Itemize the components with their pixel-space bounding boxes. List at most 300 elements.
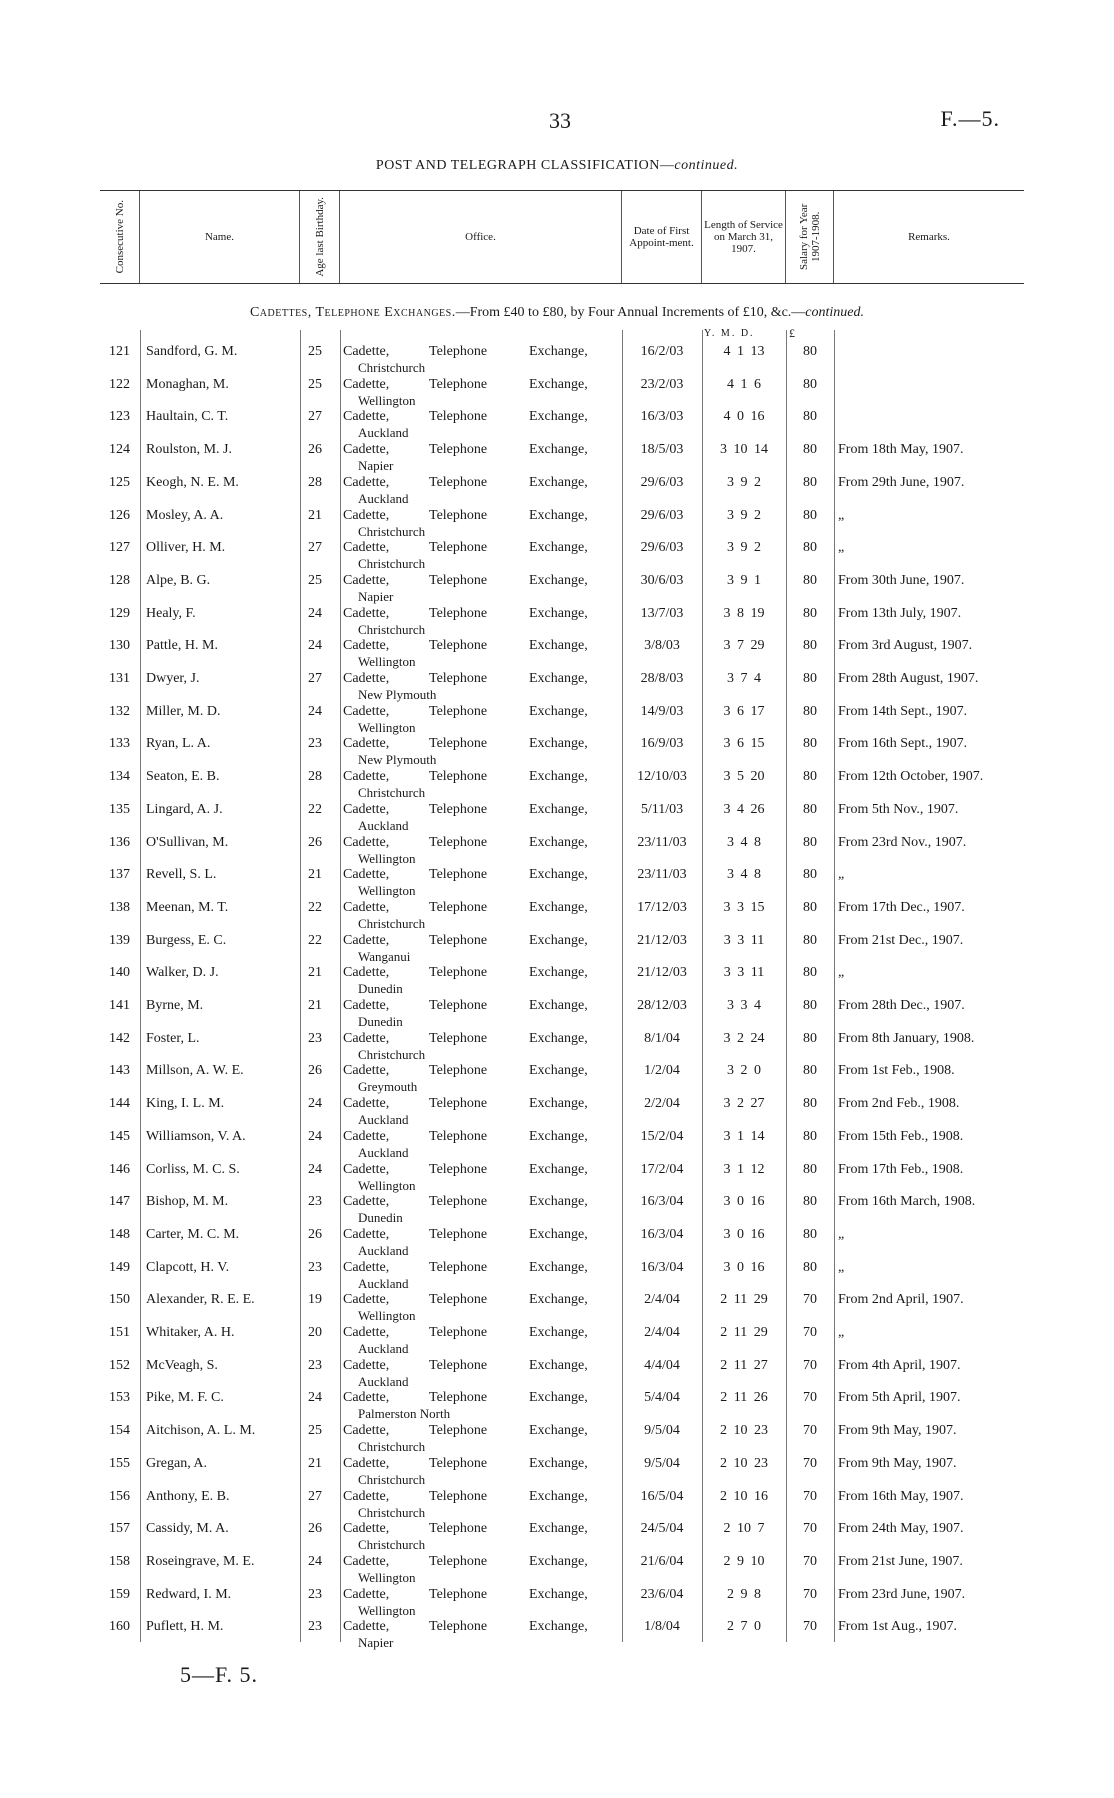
table-row xyxy=(100,1158,1024,1191)
office-prefix-word: Telephone xyxy=(429,899,488,915)
row-office-location: Wellington xyxy=(358,883,416,899)
row-salary: 80 xyxy=(803,1063,817,1079)
row-date: 23/2/03 xyxy=(640,376,684,392)
row-age: 25 xyxy=(308,344,322,359)
row-number: 149 xyxy=(109,1259,130,1275)
office-prefix-word: Exchange, xyxy=(529,801,588,817)
row-age: 26 xyxy=(308,1063,322,1079)
table-row xyxy=(100,1419,1024,1455)
office-prefix-word: Cadette, xyxy=(343,1161,390,1177)
row-office-location: Christchurch xyxy=(358,1504,426,1520)
row-length: 3 6 17 xyxy=(723,703,765,719)
row-age: 24 xyxy=(308,605,322,621)
row-age: 21 xyxy=(308,507,322,523)
row-length: 3 1 12 xyxy=(723,1161,765,1177)
office-prefix-word: Telephone xyxy=(429,376,488,392)
row-name: Seaton, E. B. xyxy=(146,769,220,785)
office-prefix-word: Exchange, xyxy=(529,899,588,915)
row-name: Aitchison, A. L. M. xyxy=(146,1423,256,1439)
row-name: Roulston, M. J. xyxy=(146,442,232,458)
row-office-location: Auckland xyxy=(358,425,409,441)
row-salary: 70 xyxy=(803,1586,817,1602)
row-name: Burgess, E. C. xyxy=(146,932,227,948)
row-office-location: Wellington xyxy=(358,654,416,670)
office-prefix-word: Telephone xyxy=(429,867,488,883)
office-prefix-word: Telephone xyxy=(429,1063,488,1079)
row-length: 3 9 2 xyxy=(727,540,761,556)
office-prefix-word: Telephone xyxy=(429,1096,488,1112)
row-number: 140 xyxy=(109,965,130,981)
row-date: 24/5/04 xyxy=(640,1521,684,1537)
row-office-location: Wellington xyxy=(358,719,416,735)
row-date: 2/4/04 xyxy=(644,1325,680,1340)
row-remarks: From 9th May, 1907. xyxy=(838,1423,957,1439)
office-prefix-word: Cadette, xyxy=(343,1226,390,1242)
row-length: 3 9 2 xyxy=(727,507,761,523)
office-prefix-word: Telephone xyxy=(429,1423,488,1439)
row-salary: 80 xyxy=(803,867,817,883)
row-age: 27 xyxy=(308,1488,322,1504)
row-length: 3 0 16 xyxy=(723,1259,765,1275)
row-salary: 80 xyxy=(803,442,817,458)
table-row xyxy=(100,504,1024,537)
row-age: 23 xyxy=(308,1586,322,1602)
office-prefix-word: Cadette, xyxy=(343,474,390,490)
row-length: 2 7 0 xyxy=(727,1619,761,1635)
row-age: 19 xyxy=(308,1292,322,1308)
row-office-location: Auckland xyxy=(358,817,409,833)
row-number: 148 xyxy=(109,1226,130,1242)
row-office-location: Wellington xyxy=(358,1569,416,1585)
row-name: Carter, M. C. M. xyxy=(146,1226,240,1242)
office-prefix-word: Cadette, xyxy=(343,1063,390,1079)
office-prefix-word: Exchange, xyxy=(529,1619,588,1635)
row-office-location: Dunedin xyxy=(358,981,403,997)
office-prefix-word: Exchange, xyxy=(529,1521,588,1537)
row-office-location: Wellington xyxy=(358,1177,416,1193)
office-prefix-word: Exchange, xyxy=(529,998,588,1013)
row-age: 23 xyxy=(308,736,322,752)
office-prefix-word: Cadette, xyxy=(343,1030,390,1046)
footer-signature: 5—F. 5. xyxy=(180,1662,258,1687)
office-prefix-word: Exchange, xyxy=(529,1161,588,1177)
row-salary: 80 xyxy=(803,344,817,359)
row-salary: 80 xyxy=(803,801,817,817)
row-remarks: „ xyxy=(838,867,845,883)
office-prefix-word: Cadette, xyxy=(343,1455,390,1471)
row-remarks: From 1st Aug., 1907. xyxy=(838,1619,958,1635)
office-prefix-word: Cadette, xyxy=(343,1325,390,1340)
row-salary: 80 xyxy=(803,1096,817,1112)
office-prefix-word: Telephone xyxy=(429,1259,488,1275)
row-number: 159 xyxy=(109,1586,130,1602)
row-salary: 80 xyxy=(803,409,817,425)
row-date: 18/5/03 xyxy=(640,442,684,458)
page-number: 33 xyxy=(549,108,571,133)
row-name: Clapcott, H. V. xyxy=(146,1259,230,1275)
table-row xyxy=(100,1321,1024,1354)
office-prefix-word: Cadette, xyxy=(343,998,390,1013)
row-office-location: Auckland xyxy=(358,1144,409,1160)
row-name: Revell, S. L. xyxy=(146,867,217,883)
office-prefix-word: Telephone xyxy=(429,965,488,981)
row-date: 1/8/04 xyxy=(644,1619,680,1635)
col-office: Office. xyxy=(340,191,622,283)
row-length: 3 4 8 xyxy=(727,867,761,883)
col-remarks: Remarks. xyxy=(908,231,950,243)
row-date: 23/11/03 xyxy=(637,867,687,883)
table-row xyxy=(100,569,1024,602)
office-prefix-word: Telephone xyxy=(429,474,488,490)
row-age: 23 xyxy=(308,1357,322,1373)
row-office-location: Napier xyxy=(358,588,394,604)
row-name: Ryan, L. A. xyxy=(146,736,211,752)
row-name: Redward, I. M. xyxy=(146,1586,232,1602)
office-prefix-word: Cadette, xyxy=(343,376,390,392)
table-row xyxy=(100,1027,1024,1060)
row-age: 25 xyxy=(308,572,322,588)
office-prefix-word: Exchange, xyxy=(529,638,588,654)
row-name: Williamson, V. A. xyxy=(146,1128,246,1144)
row-number: 158 xyxy=(109,1553,130,1569)
table-row xyxy=(100,1092,1024,1128)
row-remarks: „ xyxy=(838,1259,845,1275)
row-number: 125 xyxy=(109,474,130,490)
row-salary: 70 xyxy=(803,1423,817,1439)
table-row xyxy=(100,1615,1024,1651)
office-prefix-word: Exchange, xyxy=(529,1553,588,1569)
office-prefix-word: Telephone xyxy=(429,507,488,523)
row-date: 16/2/03 xyxy=(640,344,684,359)
table-row xyxy=(100,732,1024,768)
table-row xyxy=(100,471,1024,504)
row-remarks: From 24th May, 1907. xyxy=(838,1521,964,1537)
row-age: 26 xyxy=(308,834,322,850)
office-prefix-word: Cadette, xyxy=(343,801,390,817)
row-salary: 80 xyxy=(803,474,817,490)
office-prefix-word: Exchange, xyxy=(529,932,588,948)
row-date: 9/5/04 xyxy=(644,1455,680,1471)
office-prefix-word: Exchange, xyxy=(529,1488,588,1504)
row-remarks: „ xyxy=(838,1226,845,1242)
table-row xyxy=(100,929,1024,962)
row-salary: 80 xyxy=(803,834,817,850)
office-prefix-word: Exchange, xyxy=(529,1423,588,1439)
row-length: 2 11 29 xyxy=(720,1292,768,1308)
row-salary: 70 xyxy=(803,1488,817,1504)
row-salary: 80 xyxy=(803,899,817,915)
row-age: 22 xyxy=(308,899,322,915)
row-length: 3 5 20 xyxy=(723,769,765,785)
row-office-location: Christchurch xyxy=(358,1537,426,1553)
row-length: 3 3 11 xyxy=(723,932,765,948)
row-length: 3 2 27 xyxy=(723,1096,765,1112)
row-remarks: „ xyxy=(838,965,845,981)
row-remarks: From 17th Dec., 1907. xyxy=(838,899,965,915)
row-salary: 70 xyxy=(803,1553,817,1569)
office-prefix-word: Telephone xyxy=(429,1161,488,1177)
office-prefix-word: Cadette, xyxy=(343,965,390,981)
row-office-location: Christchurch xyxy=(358,1046,426,1062)
office-prefix-word: Cadette, xyxy=(343,1390,390,1406)
row-office-location: Auckland xyxy=(358,1242,409,1258)
office-prefix-word: Exchange, xyxy=(529,1096,588,1112)
row-age: 23 xyxy=(308,1030,322,1046)
row-date: 12/10/03 xyxy=(637,769,687,785)
row-name: Sandford, G. M. xyxy=(146,344,238,359)
office-prefix-word: Cadette, xyxy=(343,1521,390,1537)
row-name: Gregan, A. xyxy=(146,1455,208,1471)
table-row xyxy=(100,863,1024,899)
col-consecutive: Consecutive No. xyxy=(100,191,140,283)
table-row xyxy=(100,405,1024,441)
row-length: 2 9 10 xyxy=(723,1553,765,1569)
row-name: Whitaker, A. H. xyxy=(146,1325,235,1340)
row-name: Keogh, N. E. M. xyxy=(146,474,239,490)
row-office-location: Napier xyxy=(358,458,394,474)
office-prefix-word: Cadette, xyxy=(343,867,390,883)
row-name: O'Sullivan, M. xyxy=(146,834,229,850)
row-name: Walker, D. J. xyxy=(146,965,219,981)
office-prefix-word: Cadette, xyxy=(343,1488,390,1504)
office-prefix-word: Exchange, xyxy=(529,703,588,719)
row-number: 138 xyxy=(109,899,130,915)
row-salary: 80 xyxy=(803,671,817,686)
row-date: 16/3/04 xyxy=(640,1194,684,1210)
table-row xyxy=(100,1386,1024,1422)
office-prefix-word: Telephone xyxy=(429,1128,488,1144)
row-length: 2 10 23 xyxy=(720,1455,768,1471)
row-salary: 80 xyxy=(803,638,817,654)
row-length: 4 1 13 xyxy=(723,344,765,359)
row-number: 150 xyxy=(109,1292,130,1308)
office-prefix-word: Exchange, xyxy=(529,965,588,981)
office-prefix-word: Exchange, xyxy=(529,769,588,785)
row-number: 123 xyxy=(109,409,130,425)
row-date: 23/6/04 xyxy=(640,1586,684,1602)
office-prefix-word: Exchange, xyxy=(529,1128,588,1144)
row-length: 2 11 26 xyxy=(720,1390,768,1406)
row-date: 28/12/03 xyxy=(637,998,687,1013)
office-prefix-word: Telephone xyxy=(429,703,488,719)
row-office-location: Auckland xyxy=(358,1341,409,1356)
office-prefix-word: Exchange, xyxy=(529,1357,588,1373)
office-prefix-word: Exchange, xyxy=(529,834,588,850)
row-length: 3 6 15 xyxy=(723,736,765,752)
row-age: 21 xyxy=(308,998,322,1013)
row-number: 126 xyxy=(109,507,130,523)
row-remarks: From 8th January, 1908. xyxy=(838,1030,975,1046)
row-number: 131 xyxy=(109,671,130,686)
row-length: 3 7 29 xyxy=(723,638,765,654)
office-prefix-word: Exchange, xyxy=(529,1259,588,1275)
row-date: 23/11/03 xyxy=(637,834,687,850)
office-prefix-word: Telephone xyxy=(429,1325,488,1340)
office-prefix-word: Telephone xyxy=(429,736,488,752)
row-remarks: „ xyxy=(838,507,845,523)
row-age: 26 xyxy=(308,442,322,458)
row-length: 2 10 16 xyxy=(720,1488,768,1504)
office-prefix-word: Exchange, xyxy=(529,376,588,392)
row-name: Puflett, H. M. xyxy=(146,1619,224,1635)
office-prefix-word: Telephone xyxy=(429,344,488,359)
row-remarks: From 13th July, 1907. xyxy=(838,605,962,621)
row-office-location: Auckland xyxy=(358,1275,409,1291)
row-office-location: New Plymouth xyxy=(358,687,437,702)
row-age: 27 xyxy=(308,409,322,425)
row-office-location: Christchurch xyxy=(358,523,426,539)
row-number: 128 xyxy=(109,572,130,588)
row-number: 157 xyxy=(109,1521,130,1537)
row-salary: 80 xyxy=(803,507,817,523)
table-row xyxy=(100,1190,1024,1226)
row-number: 147 xyxy=(109,1194,130,1210)
office-prefix-word: Cadette, xyxy=(343,540,390,556)
office-prefix-word: Telephone xyxy=(429,442,488,458)
row-office-location: New Plymouth xyxy=(358,752,437,768)
row-age: 24 xyxy=(308,638,322,654)
row-length: 3 2 0 xyxy=(727,1063,761,1079)
office-prefix-word: Telephone xyxy=(429,1292,488,1308)
row-office-location: Christchurch xyxy=(358,360,426,375)
row-age: 25 xyxy=(308,1423,322,1439)
row-number: 136 xyxy=(109,834,130,850)
office-prefix-word: Exchange, xyxy=(529,540,588,556)
office-prefix-word: Telephone xyxy=(429,1390,488,1406)
ymd-label: Y. M. D. xyxy=(704,328,755,339)
row-date: 30/6/03 xyxy=(640,572,684,588)
row-remarks: From 12th October, 1907. xyxy=(838,769,984,785)
office-prefix-word: Telephone xyxy=(429,671,488,686)
office-prefix-word: Cadette, xyxy=(343,1619,390,1635)
row-date: 2/2/04 xyxy=(644,1096,680,1112)
row-date: 5/4/04 xyxy=(644,1390,680,1406)
row-date: 28/8/03 xyxy=(640,671,684,686)
row-number: 130 xyxy=(109,638,130,654)
section-heading: Cadettes, Telephone Exchanges.—From £40 to £80, by Four Annual Increments of £10, &c.—continued. xyxy=(249,305,865,320)
row-remarks: From 5th Nov., 1907. xyxy=(838,801,959,817)
office-prefix-word: Cadette, xyxy=(343,1423,390,1439)
row-name: McVeagh, S. xyxy=(146,1357,218,1373)
row-name: Foster, L. xyxy=(146,1030,200,1046)
office-prefix-word: Telephone xyxy=(429,1030,488,1046)
office-prefix-word: Telephone xyxy=(429,1619,488,1635)
table-row xyxy=(100,438,1024,474)
row-length: 3 3 11 xyxy=(723,965,765,981)
office-prefix-word: Telephone xyxy=(429,1553,488,1569)
row-age: 24 xyxy=(308,1128,322,1144)
table-row xyxy=(100,1223,1024,1256)
table-row xyxy=(100,1452,1024,1485)
page-title: POST AND TELEGRAPH CLASSIFICATION—continued. xyxy=(375,158,739,173)
row-remarks: From 18th May, 1907. xyxy=(838,442,964,458)
table-row xyxy=(100,536,1024,572)
row-remarks: From 29th June, 1907. xyxy=(838,474,965,490)
row-age: 26 xyxy=(308,1226,322,1242)
row-office-location: Palmerston North xyxy=(358,1406,451,1422)
office-prefix-word: Telephone xyxy=(429,1586,488,1602)
row-length: 3 3 15 xyxy=(723,899,765,915)
row-date: 21/6/04 xyxy=(640,1553,684,1569)
row-age: 24 xyxy=(308,1161,322,1177)
row-remarks: „ xyxy=(838,540,845,556)
office-prefix-word: Cadette, xyxy=(343,1292,390,1308)
row-remarks: From 2nd Feb., 1908. xyxy=(838,1096,960,1112)
row-remarks: From 5th April, 1907. xyxy=(838,1390,961,1406)
office-prefix-word: Telephone xyxy=(429,1521,488,1537)
office-prefix-word: Exchange, xyxy=(529,671,588,686)
row-office-location: Wellington xyxy=(358,1602,416,1618)
row-number: 156 xyxy=(109,1488,130,1504)
row-number: 153 xyxy=(109,1390,130,1406)
row-length: 3 9 2 xyxy=(727,474,761,490)
row-salary: 80 xyxy=(803,1226,817,1242)
row-age: 20 xyxy=(308,1325,322,1340)
row-number: 132 xyxy=(109,703,130,719)
row-salary: 80 xyxy=(803,769,817,785)
row-office-location: Christchurch xyxy=(358,556,426,572)
row-length: 2 9 8 xyxy=(727,1586,761,1602)
row-date: 16/3/04 xyxy=(640,1226,684,1242)
row-age: 21 xyxy=(308,1455,322,1471)
row-remarks: From 4th April, 1907. xyxy=(838,1357,961,1373)
row-length: 3 0 16 xyxy=(723,1226,765,1242)
office-prefix-word: Exchange, xyxy=(529,1390,588,1406)
table-row xyxy=(100,1354,1024,1387)
row-date: 15/2/04 xyxy=(640,1128,684,1144)
table-row xyxy=(100,1550,1024,1583)
row-remarks: From 23rd Nov., 1907. xyxy=(838,834,967,850)
row-salary: 80 xyxy=(803,1259,817,1275)
row-date: 29/6/03 xyxy=(640,507,684,523)
office-prefix-word: Telephone xyxy=(429,605,488,621)
row-number: 137 xyxy=(109,867,130,883)
row-remarks: From 17th Feb., 1908. xyxy=(838,1161,964,1177)
row-salary: 80 xyxy=(803,1128,817,1144)
row-name: Pattle, H. M. xyxy=(146,638,218,654)
office-prefix-word: Cadette, xyxy=(343,1096,390,1112)
office-prefix-word: Cadette, xyxy=(343,1553,390,1569)
row-number: 151 xyxy=(109,1325,130,1340)
row-name: Alpe, B. G. xyxy=(146,572,211,588)
office-prefix-word: Telephone xyxy=(429,572,488,588)
office-prefix-word: Exchange, xyxy=(529,605,588,621)
office-prefix-word: Cadette, xyxy=(343,1357,390,1373)
row-name: Mosley, A. A. xyxy=(146,507,224,523)
row-age: 27 xyxy=(308,540,322,556)
office-prefix-word: Cadette, xyxy=(343,409,390,425)
col-date: Date of First Appoint-ment. xyxy=(622,191,702,283)
row-salary: 80 xyxy=(803,1161,817,1177)
row-salary: 80 xyxy=(803,540,817,556)
row-length: 3 7 4 xyxy=(727,671,761,686)
row-age: 21 xyxy=(308,965,322,981)
row-date: 17/2/04 xyxy=(640,1161,684,1177)
row-office-location: Wanganui xyxy=(358,948,411,964)
row-office-location: Auckland xyxy=(358,1373,409,1389)
row-number: 124 xyxy=(109,442,130,458)
row-age: 21 xyxy=(308,867,322,883)
row-office-location: Dunedin xyxy=(358,1210,403,1226)
office-prefix-word: Telephone xyxy=(429,1357,488,1373)
row-date: 16/5/04 xyxy=(640,1488,684,1504)
row-date: 4/4/04 xyxy=(644,1357,680,1373)
row-date: 3/8/03 xyxy=(644,638,680,654)
row-date: 16/9/03 xyxy=(640,736,684,752)
row-name: Miller, M. D. xyxy=(146,703,221,719)
row-name: Monaghan, M. xyxy=(146,376,229,392)
row-number: 155 xyxy=(109,1455,130,1471)
